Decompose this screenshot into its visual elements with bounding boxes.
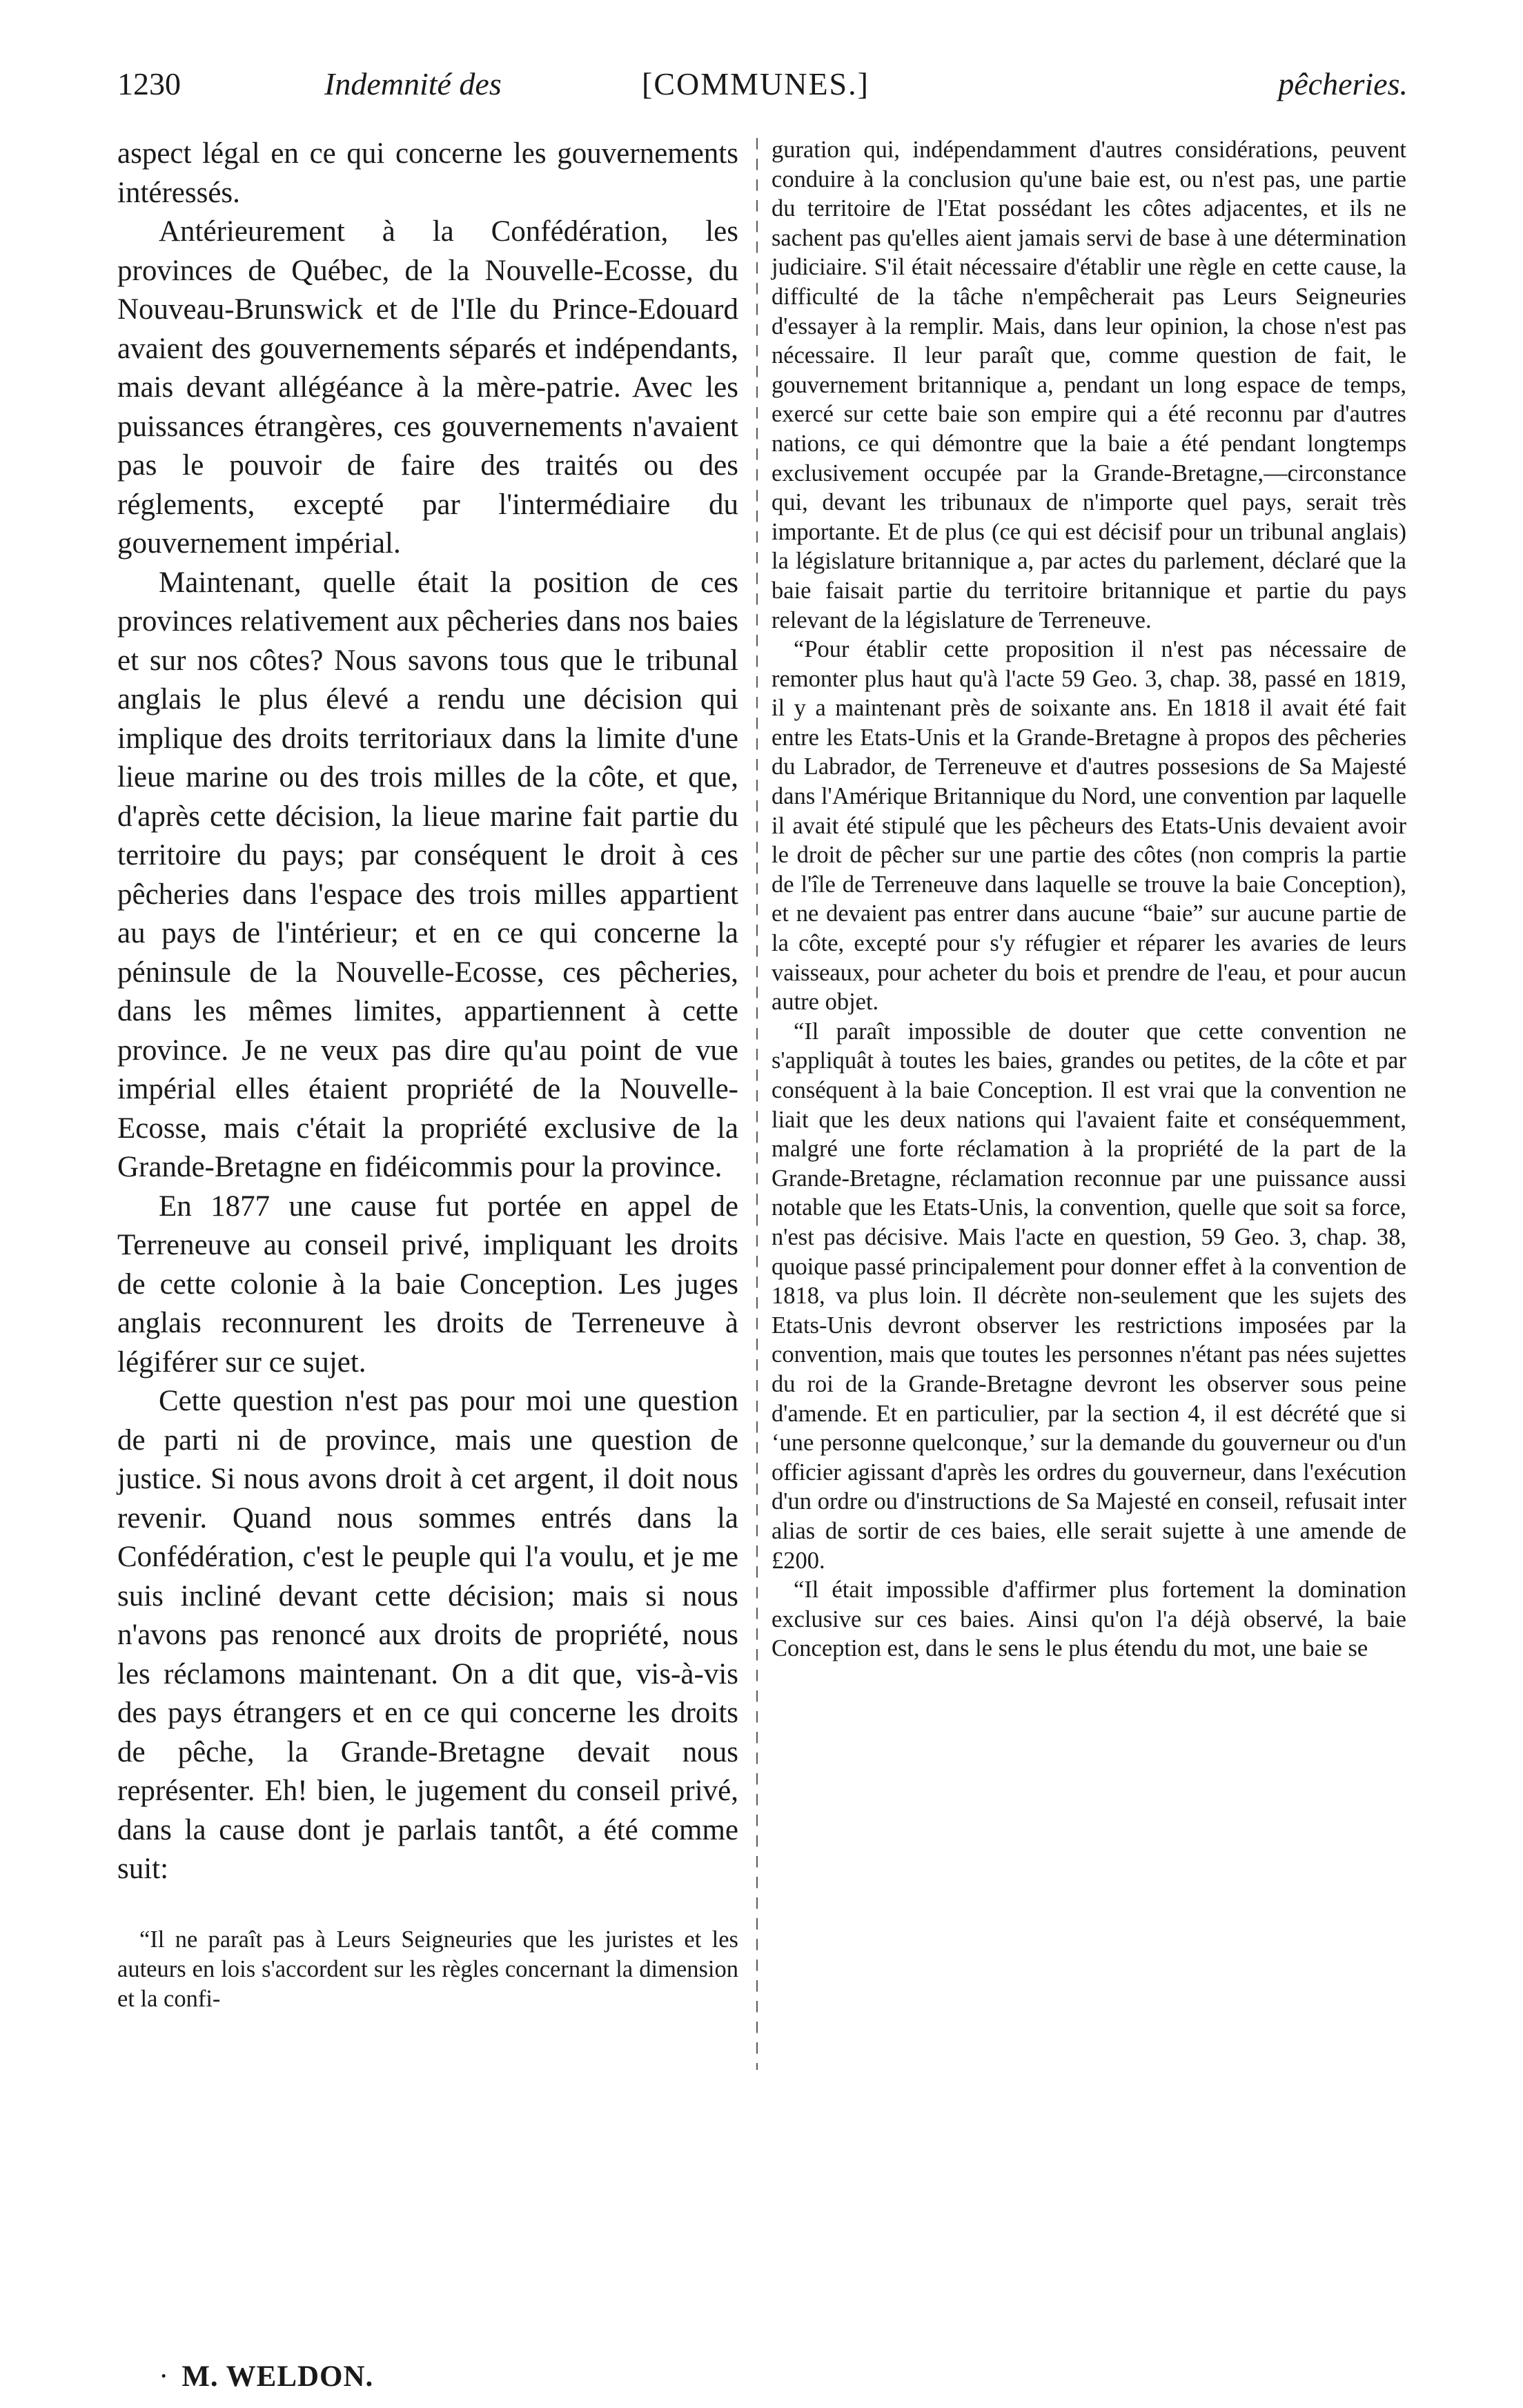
right-paragraph-4: “Il était impossible d'affirmer plus fortement la domination exclusive sur ces baies. Ainsi qu'on l'a déjà observé, la baie Conception est, dans le sens le plus étendu du mot, une baie se (772, 1577, 1406, 1662)
column-divider (756, 138, 758, 2070)
left-paragraph-3: Maintenant, quelle était la position de ces provinces relativement aux pêcheries dans nos baies et sur nos côtes? Nous savons tous que le tribunal anglais le plus élevé a rendu une décision qui implique des droits territoriaux dans la limite d'une lieue marine ou des trois milles de la côte, et que, d'après cette décision, la lieue marine fait partie du territoire du pays; par conséquent le droit à ces pêcheries dans l'espace des trois milles appartient au pays de l'intérieur; et en ce qui concerne la péninsule de la Nouvelle-Ecosse, ces pêcheries, dans les mêmes limites, appartiennent à cette province. Je ne veux pas dire qu'au point de vue impérial elles étaient propriété de la Nouvelle-Ecosse, mais c'était la propriété exclusive de la Grande-Bretagne en fidéicommis pour la province. (117, 566, 738, 1183)
left-paragraph-2: Antérieurement à la Confédération, les provinces de Québec, de la Nouvelle-Ecosse, du Nouveau-Brunswick et de l'Ile du Prince-Edouard avaient des gouvernements séparés et indépendants, mais devant allégéance à la mère-patrie. Avec les puissances étrangères, ces gouvernements n'avaient pas le pouvoir de faire des traités ou des réglements, excepté par l'intermédiaire du gouvernement impérial. (117, 215, 738, 560)
right-paragraph-3: “Il paraît impossible de douter que cette convention ne s'appliquât à toutes les baies, grandes ou petites, de la côte et par conséquent à la baie Conception. Il est vrai que la convention ne liait que les deux nations qui l'avaient faite et conséquemment, malgré une forte réclamation à la propriété de la part de la Grande-Bretagne, réclamation reconnue par une puissance aussi notable que les Etats-Unis, la convention, quelle que soit sa force, n'est pas décisive. Mais l'acte en question, 59 Geo. 3, chap. 38, quoique passé principalement pour donner effet à la convention de 1818, va plus loin. Il décrète non-seulement que les sujets des Etats-Unis devront observer les restrictions imposées par la convention, mais que toutes les personnes n'étant pas nées sujettes du roi de la Grande-Bretagne devront les observer sous peine d'amende. Et en particulier, par la section 4, il est décrété que si ‘une personne quelconque,’ sur la demande du gouverneur ou d'un officier agissant d'après les ordres du gouverneur, dans l'exécution d'un ordre ou d'instructions de Sa Majesté en conseil, refusait inter alias de sortir de ces baies, elle serait sujette à une amende de £200. (772, 1018, 1406, 1574)
left-quote-text: “Il ne paraît pas à Leurs Seigneuries que les juristes et les auteurs en lois s'accordent sur les règles concernant la dimension et la confi- (117, 1926, 738, 2012)
left-quote (117, 1925, 738, 2014)
page-number: 1230 (117, 66, 181, 101)
right-paragraph-1: guration qui, indépendamment d'autres considérations, peuvent conduire à la conclusion qu'une baie est, ou n'est pas, une partie du territoire de l'Etat possédant les côtes adjacentes, et ils ne sachent pas qu'elles aient jamais servi de base à une détermination judiciaire. S'il était nécessaire d'établir une règle en cette cause, la difficulté de la tâche n'empêcherait pas Leurs Seigneuries d'essayer à la remplir. Mais, dans leur opinion, la chose n'est pas nécessaire. Il leur paraît que, comme question de fait, le gouvernement britannique a, pendant un long espace de temps, exercé sur cette baie son empire qui a été reconnu par d'autres nations, ce qui démontre que la baie a été pendant longtemps exclusivement occupée par la Grande-Bretagne,—circonstance qui, devant les tribunaux de n'importe quel pays, serait très importante. Et de plus (ce qui est décisif pour un tribunal anglais) la législature britannique a, par actes du parlement, déclaré que la baie faisait partie du territoire britannique et partie du pays relevant de la législature de Terreneuve. (772, 137, 1406, 633)
footer-dot: · (159, 2360, 170, 2393)
left-paragraph-5: Cette question n'est pas pour moi une question de parti ni de province, mais une question de justice. Si nous avons droit à cet argent, il doit nous revenir. Quand nous sommes entrés dans la Confédération, c'est le peuple qui l'a voulu, et je me suis incliné devant cette décision; mais si nous n'avons pas renoncé aux droits de propriété, nous les réclamons maintenant. On a dit que, vis-à-vis des pays étrangers et en ce qui concerne les droits de pêche, la Grande-Bretagne devait nous représenter. Eh! bien, le jugement du conseil privé, dans la cause dont je parlais tantôt, a été comme suit: (117, 1385, 738, 1885)
right-paragraph-2: “Pour établir cette proposition il n'est pas nécessaire de remonter plus haut qu'à l'acte 59 Geo. 3, chap. 38, passé en 1819, il y a maintenant près de soixante ans. En 1818 il avait été fait entre les Etats-Unis et la Grande-Bretagne à propos des pêcheries du Labrador, de Terreneuve et d'autres possesions de Sa Majesté dans l'Amérique Britannique du Nord, une convention par laquelle il avait été stipulé que les pêcheurs des Etats-Unis devaient avoir le droit de pêcher sur une partie des côtes (non compris la partie de l'île de Terreneuve dans laquelle se trouve la baie Conception), et ne devaient pas entrer dans aucune “baie” sur aucune partie de la côte, excepté pour s'y réfugier et réparer les avaries de leurs vaisseaux, pour acheter du bois et prendre de l'eau, et pour aucun autre objet. (772, 636, 1406, 1016)
left-column (117, 135, 738, 1889)
left-paragraph-1: aspect légal en ce qui concerne les gouvernements intéressés. (117, 137, 738, 209)
header-center-title: [COMMUNES.] (642, 66, 869, 101)
left-paragraph-4: En 1877 une cause fut portée en appel de Terreneuve au conseil privé, impliquant les droits de cette colonie à la baie Conception. Les juges anglais reconnurent les droits de Terreneuve à légiférer sur ce sujet. (117, 1190, 738, 1379)
speaker-name: M. WELDON. (181, 2360, 374, 2393)
speaker-footer (159, 2360, 373, 2394)
running-header (117, 63, 1408, 112)
right-column (772, 135, 1406, 1664)
header-left-title: Indemnité des (324, 66, 502, 101)
header-right-title: pêcheries. (1278, 66, 1408, 101)
